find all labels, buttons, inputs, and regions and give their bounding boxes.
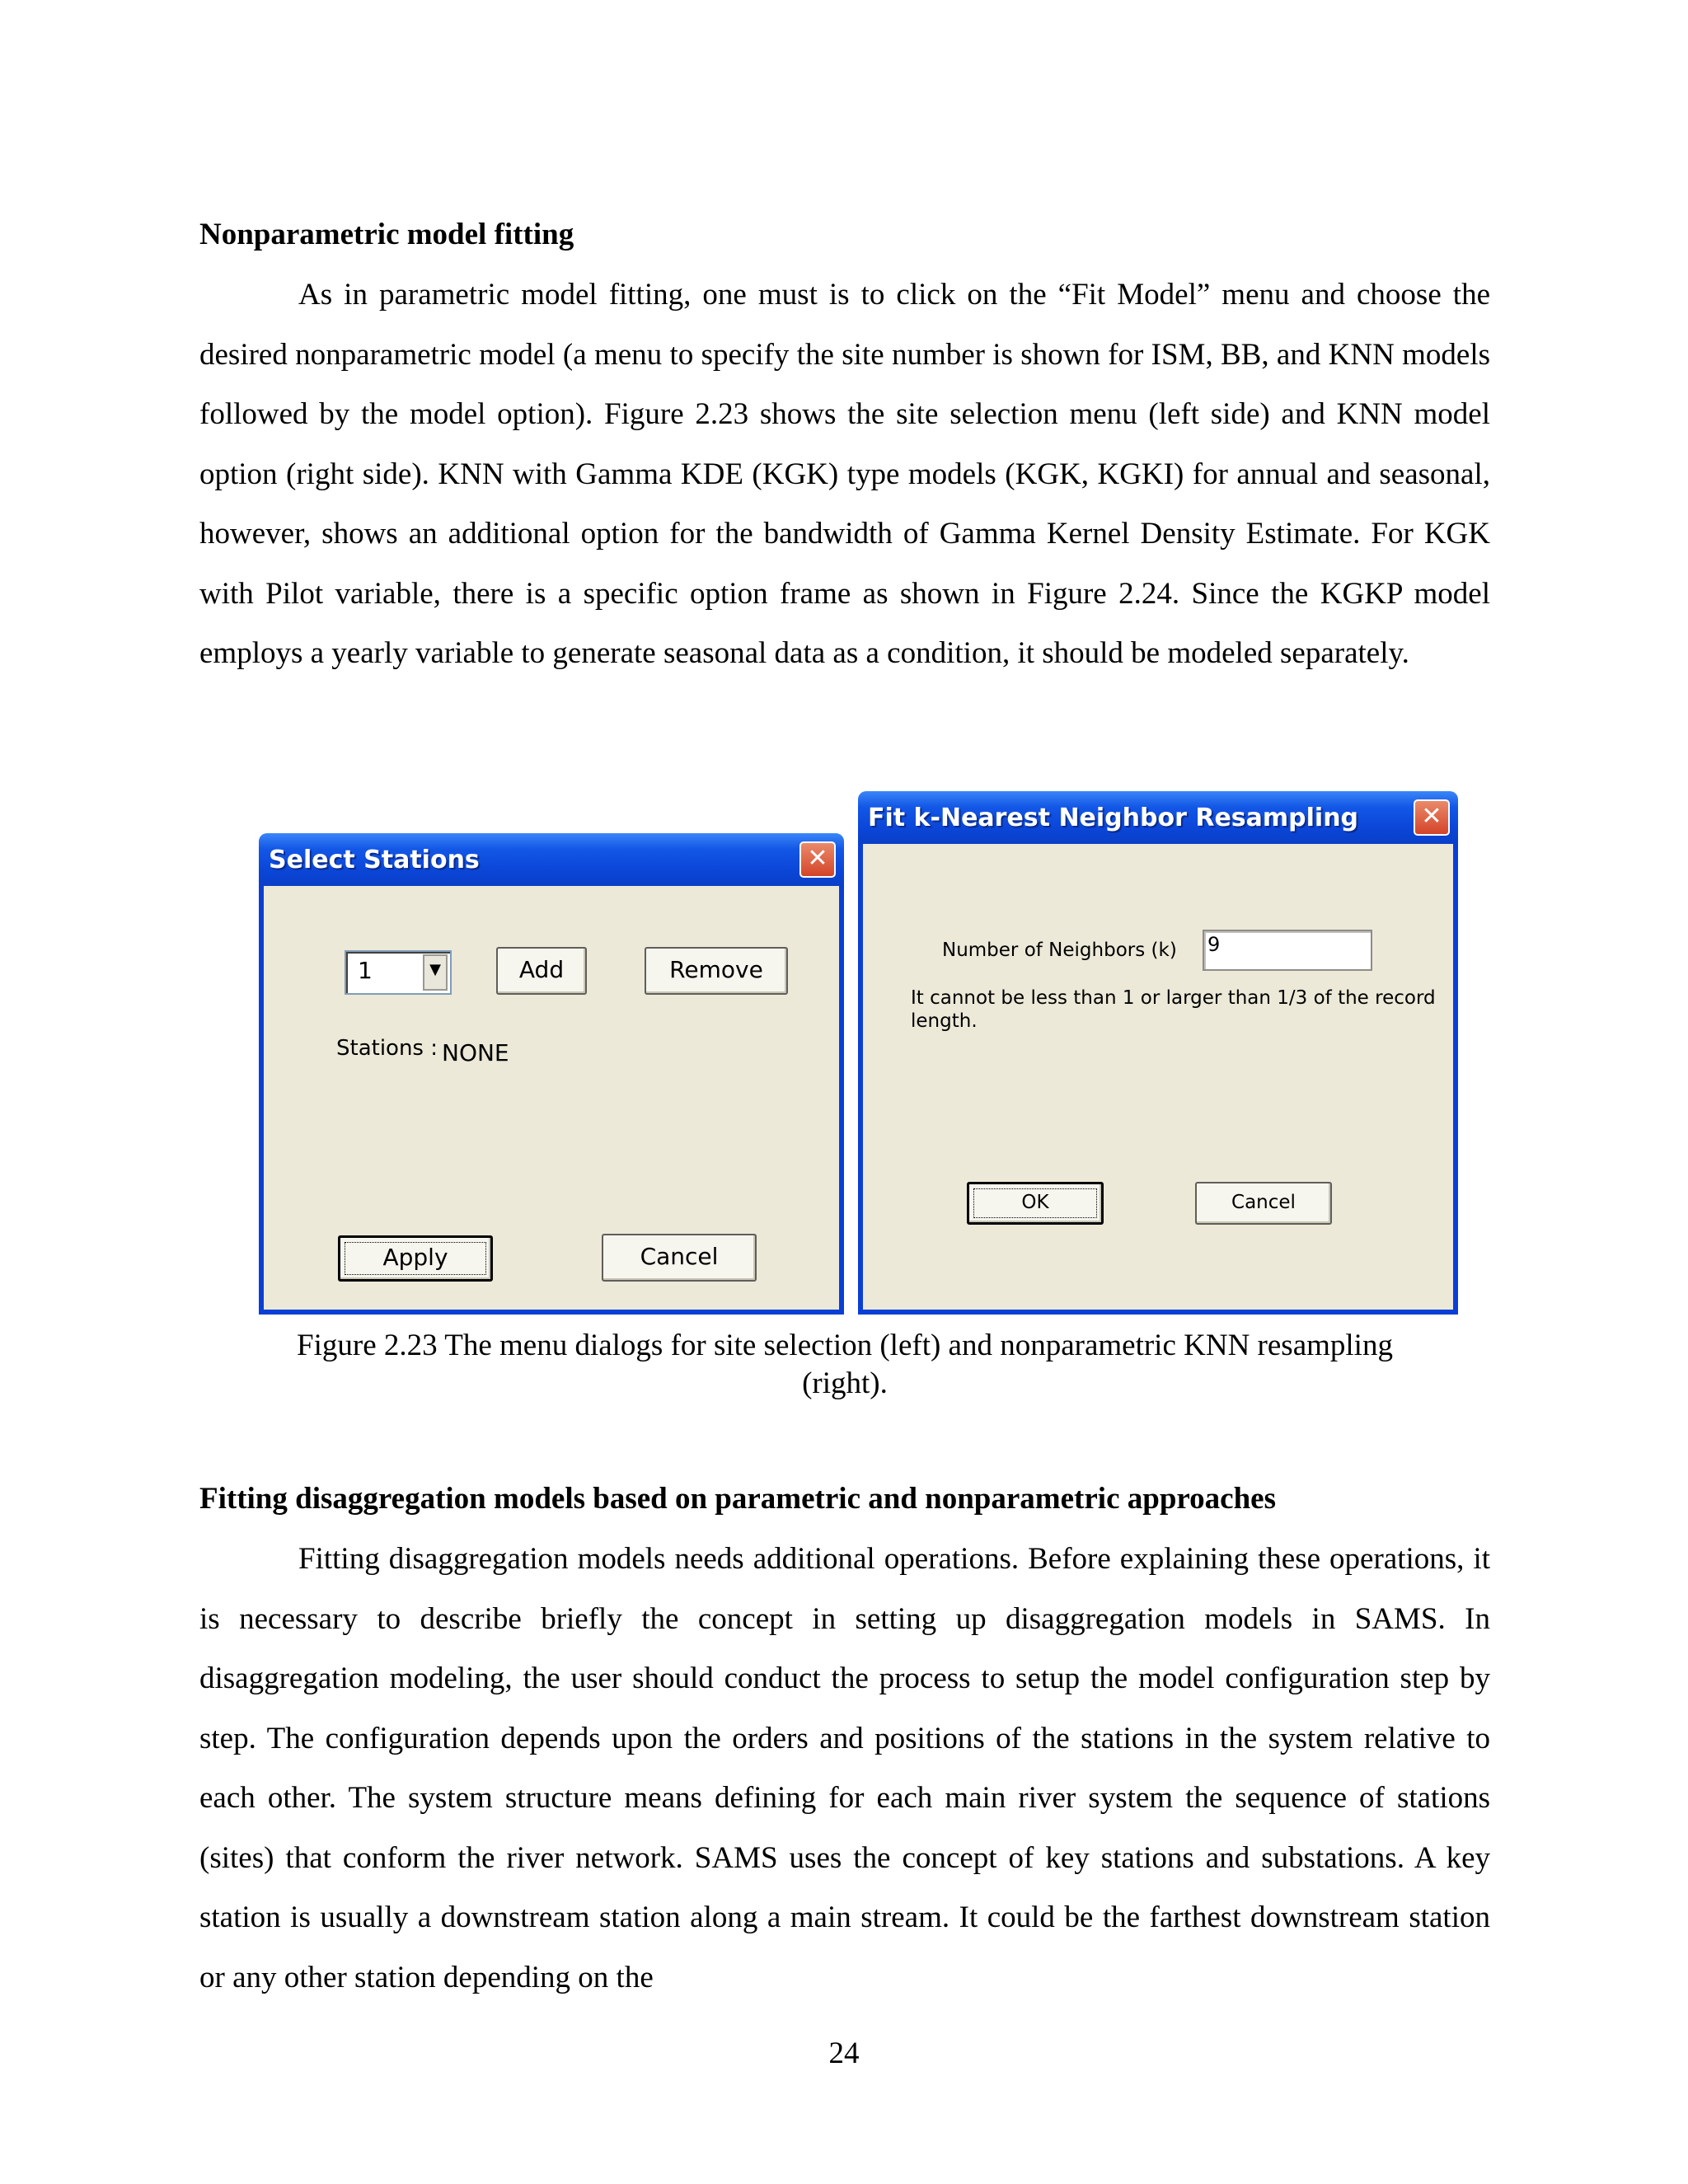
figure-caption-line1: Figure 2.23 The menu dialogs for site selection (left) and nonparametric KNN resampling (297, 1329, 1393, 1362)
select-stations-title: Select Stations (269, 845, 480, 874)
stations-value: NONE (442, 1039, 509, 1066)
ok-button-label: OK (1021, 1192, 1049, 1213)
cancel-button-label: Cancel (1231, 1192, 1296, 1213)
section-heading-disaggregation: Fitting disaggregation models based on parametric and nonparametric approaches (199, 1482, 1276, 1516)
apply-button[interactable] (338, 1235, 493, 1282)
figure-caption-line2: (right). (802, 1366, 888, 1400)
close-icon[interactable]: ✕ (1414, 799, 1450, 836)
paragraph-nonparametric: As in parametric model fitting, one must is to click on the “Fit Model” menu and choose the desired nonparametric model (a menu to specify the site number is shown for ISM, BB, and KNN models followed by the model option). Figure 2.23 shows the site selection menu (left side) and KNN model option (right side). KNN with Gamma KDE (KGK) type models (KGK, KGKI) for annual and seasonal, however, shows an additional option for the bandwidth of Gamma Kernel Density Estimate. For KGK with Pilot variable, there is a specific option frame as shown in Figure 2.24. Since the KGKP model employs a yearly variable to generate seasonal data as a condition, it should be modeled separately. (199, 278, 1490, 670)
add-button[interactable] (496, 947, 587, 995)
knn-client (863, 844, 1453, 1310)
neighbors-note-line1: It cannot be less than 1 or larger than 1/3 of the record (911, 987, 1436, 1009)
neighbors-label: Number of Neighbors (k) (942, 940, 1177, 961)
remove-button-label: Remove (669, 956, 763, 983)
add-button-label: Add (518, 956, 565, 983)
remove-button[interactable] (645, 947, 788, 995)
knn-dialog (858, 791, 1458, 1315)
apply-button-label: Apply (382, 1244, 448, 1271)
neighbors-value: 9 (1207, 933, 1221, 956)
neighbors-note-line2: length. (911, 1010, 978, 1032)
stations-label: Stations : (336, 1036, 438, 1061)
knn-titlebar[interactable] (858, 791, 1458, 844)
station-select-value: 1 (358, 957, 373, 984)
cancel-button-label: Cancel (640, 1243, 719, 1270)
select-stations-dialog (259, 833, 844, 1315)
figure-caption (199, 1327, 1490, 1403)
chevron-down-icon[interactable]: ▼ (423, 954, 448, 991)
station-select[interactable] (345, 950, 452, 995)
close-icon[interactable]: ✕ (799, 841, 836, 878)
neighbors-input[interactable] (1203, 930, 1372, 971)
select-stations-titlebar[interactable] (259, 833, 844, 886)
page-number: 24 (828, 2036, 860, 2070)
cancel-button[interactable] (1195, 1182, 1332, 1225)
ok-button[interactable] (967, 1182, 1104, 1225)
section-heading-nonparametric: Nonparametric model fitting (199, 218, 574, 251)
knn-title: Fit k-Nearest Neighbor Resampling (868, 803, 1359, 832)
cancel-button[interactable] (602, 1234, 757, 1282)
paragraph-disaggregation: Fitting disaggregation models needs additional operations. Before explaining these operations, it is necessary to describe briefly the concept in setting up disaggregation models in SAMS. In disaggregation modeling, the user should conduct the process to setup the model configuration step by step. The configuration depends upon the orders and positions of the stations in the system relative to each other. The system structure means defining for each main river system the sequence of stations (sites) that conform the river network. SAMS uses the concept of key stations and substations. A key station is usually a downstream station along a main stream. It could be the farthest downstream station or any other station depending on the (199, 1542, 1490, 1994)
select-stations-client (264, 886, 839, 1310)
